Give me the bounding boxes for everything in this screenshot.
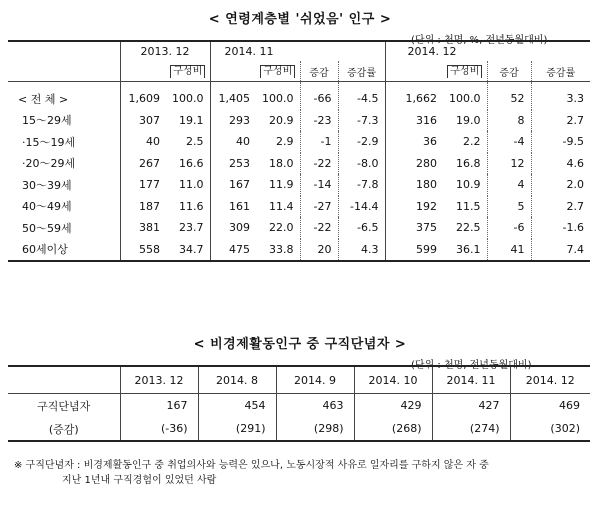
table1-sub-header: [8, 61, 590, 82]
row-label: 50～59세: [22, 221, 72, 235]
table1-title: < 연령계층별 '쉬었음' 인구 >: [208, 12, 392, 27]
table-cell: 280: [385, 153, 443, 175]
table-cell: -4.5: [338, 82, 385, 110]
table-cell: 2.7: [531, 196, 590, 218]
table-cell: 19.1: [179, 113, 204, 127]
table-cell: -23: [300, 110, 338, 132]
rate-header: 증감률: [531, 61, 590, 82]
table-cell: -2.9: [338, 131, 385, 153]
table-cell: 11.6: [179, 199, 204, 213]
period-header: 2013. 12: [120, 366, 198, 394]
table-cell: -1.6: [531, 217, 590, 239]
table-cell: 167: [120, 394, 198, 418]
table-cell: (291): [198, 417, 276, 441]
table-cell: -66: [300, 82, 338, 110]
table-cell: (302): [510, 417, 590, 441]
table-cell: -7.3: [338, 110, 385, 132]
table-cell: 100.0: [449, 92, 481, 106]
table-row: [8, 394, 590, 418]
table-cell: 33.8: [269, 242, 294, 256]
table1-period-header: [8, 41, 590, 61]
table-row: [8, 153, 590, 175]
table-cell: 307: [120, 110, 166, 132]
period-header: 2014. 11: [210, 41, 385, 61]
table-cell: 161: [210, 196, 256, 218]
table-row: [8, 217, 590, 239]
table-cell: 177: [120, 174, 166, 196]
table-cell: 427: [432, 394, 510, 418]
table-cell: 309: [210, 217, 256, 239]
row-label: 30～39세: [22, 178, 72, 192]
table2-title: < 비경제활동인구 중 구직단념자 >: [193, 337, 407, 352]
table-cell: 40: [120, 131, 166, 153]
table-cell: 20.9: [269, 113, 294, 127]
table-cell: -14.4: [338, 196, 385, 218]
footnote-line: ※ 구직단념자 : 비경제활동인구 중 취업의사와 능력은 있으나, 노동시장적 사유로 일자리를 구하지 않은 자 중: [14, 460, 489, 471]
table-cell: -1: [300, 131, 338, 153]
table-cell: 19.0: [456, 113, 481, 127]
table-row: [8, 174, 590, 196]
table-cell: 34.7: [179, 242, 204, 256]
table-cell: -22: [300, 217, 338, 239]
footnote: [14, 458, 489, 488]
table-cell: -7.8: [338, 174, 385, 196]
footnote-line: 지난 1년내 구직경험이 있었던 사람: [62, 475, 217, 486]
table-cell: -9.5: [531, 131, 590, 153]
table-cell: 375: [385, 217, 443, 239]
table-cell: 293: [210, 110, 256, 132]
share-header: 구성비: [170, 65, 205, 78]
period-header: 2014. 10: [354, 366, 432, 394]
table-row: [8, 196, 590, 218]
table-cell: 20: [300, 239, 338, 262]
table-cell: 100.0: [262, 92, 294, 106]
table-cell: 429: [354, 394, 432, 418]
table-cell: 5: [487, 196, 531, 218]
table-cell: 23.7: [179, 221, 204, 235]
table-row: [8, 110, 590, 132]
row-label: ·15～19세: [22, 135, 76, 149]
period-header: 2014. 9: [276, 366, 354, 394]
period-header: 2014. 12: [385, 41, 590, 61]
table-cell: 454: [198, 394, 276, 418]
rate-header: 증감률: [338, 61, 385, 82]
table-cell: (-36): [120, 417, 198, 441]
table-row: [8, 131, 590, 153]
table-cell: 7.4: [531, 239, 590, 262]
table-cell: 2.0: [531, 174, 590, 196]
table-cell: 167: [210, 174, 256, 196]
table-cell: -14: [300, 174, 338, 196]
table-cell: -22: [300, 153, 338, 175]
period-header: 2014. 8: [198, 366, 276, 394]
table-cell: 180: [385, 174, 443, 196]
row-label: (증감): [48, 422, 79, 436]
table-cell: 8: [487, 110, 531, 132]
share-header: 구성비: [447, 65, 482, 78]
table-cell: 599: [385, 239, 443, 262]
table-cell: 40: [210, 131, 256, 153]
table-cell: 1,405: [210, 82, 256, 110]
row-label: 구직단념자: [37, 399, 91, 413]
period-header: 2013. 12: [120, 41, 210, 61]
table-cell: -8.0: [338, 153, 385, 175]
table-cell: 267: [120, 153, 166, 175]
table-cell: 22.0: [269, 221, 294, 235]
table-cell: 2.9: [276, 135, 294, 149]
table-cell: 41: [487, 239, 531, 262]
row-label: 15～29세: [22, 114, 72, 128]
table2-corner: [8, 366, 120, 394]
table2-unit: (단위 : 천명, 전년동월대비): [411, 360, 532, 371]
change-header: 증감: [300, 61, 338, 82]
table-cell: 3.3: [531, 82, 590, 110]
row-label: 40～49세: [22, 200, 72, 214]
table-cell: 11.5: [456, 199, 481, 213]
table-cell: (298): [276, 417, 354, 441]
table-cell: 11.4: [269, 199, 294, 213]
share-header: 구성비: [260, 65, 295, 78]
table-cell: 2.2: [463, 135, 481, 149]
table-cell: 10.9: [456, 178, 481, 192]
table-cell: 558: [120, 239, 166, 262]
table-cell: 316: [385, 110, 443, 132]
table2-header: [8, 366, 590, 394]
period-header: 2014. 11: [432, 366, 510, 394]
table-cell: 16.6: [179, 156, 204, 170]
table-cell: 36: [385, 131, 443, 153]
table-cell: -6.5: [338, 217, 385, 239]
table-cell: 475: [210, 239, 256, 262]
table-cell: 11.0: [179, 178, 204, 192]
table-cell: 463: [276, 394, 354, 418]
table-cell: 2.7: [531, 110, 590, 132]
table-cell: 36.1: [456, 242, 481, 256]
table-row: [8, 82, 590, 110]
change-header: 증감: [487, 61, 531, 82]
table-cell: 192: [385, 196, 443, 218]
table-cell: 52: [487, 82, 531, 110]
table-row: [8, 239, 590, 262]
table-cell: 12: [487, 153, 531, 175]
table-cell: 100.0: [172, 92, 204, 106]
table-cell: (274): [432, 417, 510, 441]
table-cell: 11.9: [269, 178, 294, 192]
table-cell: 469: [510, 394, 590, 418]
table-cell: 2.5: [186, 135, 204, 149]
period-header: 2014. 12: [510, 366, 590, 394]
table1-unit: (단위 : 천명, %, 전년동월대비): [411, 35, 548, 46]
table-cell: 1,609: [120, 82, 166, 110]
table-cell: 187: [120, 196, 166, 218]
table-cell: (268): [354, 417, 432, 441]
discouraged-workers-table: [8, 365, 590, 442]
table-cell: -6: [487, 217, 531, 239]
table-cell: 4.3: [338, 239, 385, 262]
table-cell: -27: [300, 196, 338, 218]
table-cell: 253: [210, 153, 256, 175]
table-cell: 22.5: [456, 221, 481, 235]
table-cell: -4: [487, 131, 531, 153]
table-cell: 381: [120, 217, 166, 239]
table-cell: 1,662: [385, 82, 443, 110]
row-label: 60세이상: [22, 243, 68, 257]
resting-population-table: [8, 40, 590, 262]
table-row: [8, 417, 590, 441]
row-label: < 전 체 >: [18, 92, 69, 106]
table-cell: 4: [487, 174, 531, 196]
table-cell: 16.8: [456, 156, 481, 170]
table-cell: 18.0: [269, 156, 294, 170]
table1-corner: [8, 41, 120, 61]
table-cell: 4.6: [531, 153, 590, 175]
row-label: ·20～29세: [22, 157, 76, 171]
